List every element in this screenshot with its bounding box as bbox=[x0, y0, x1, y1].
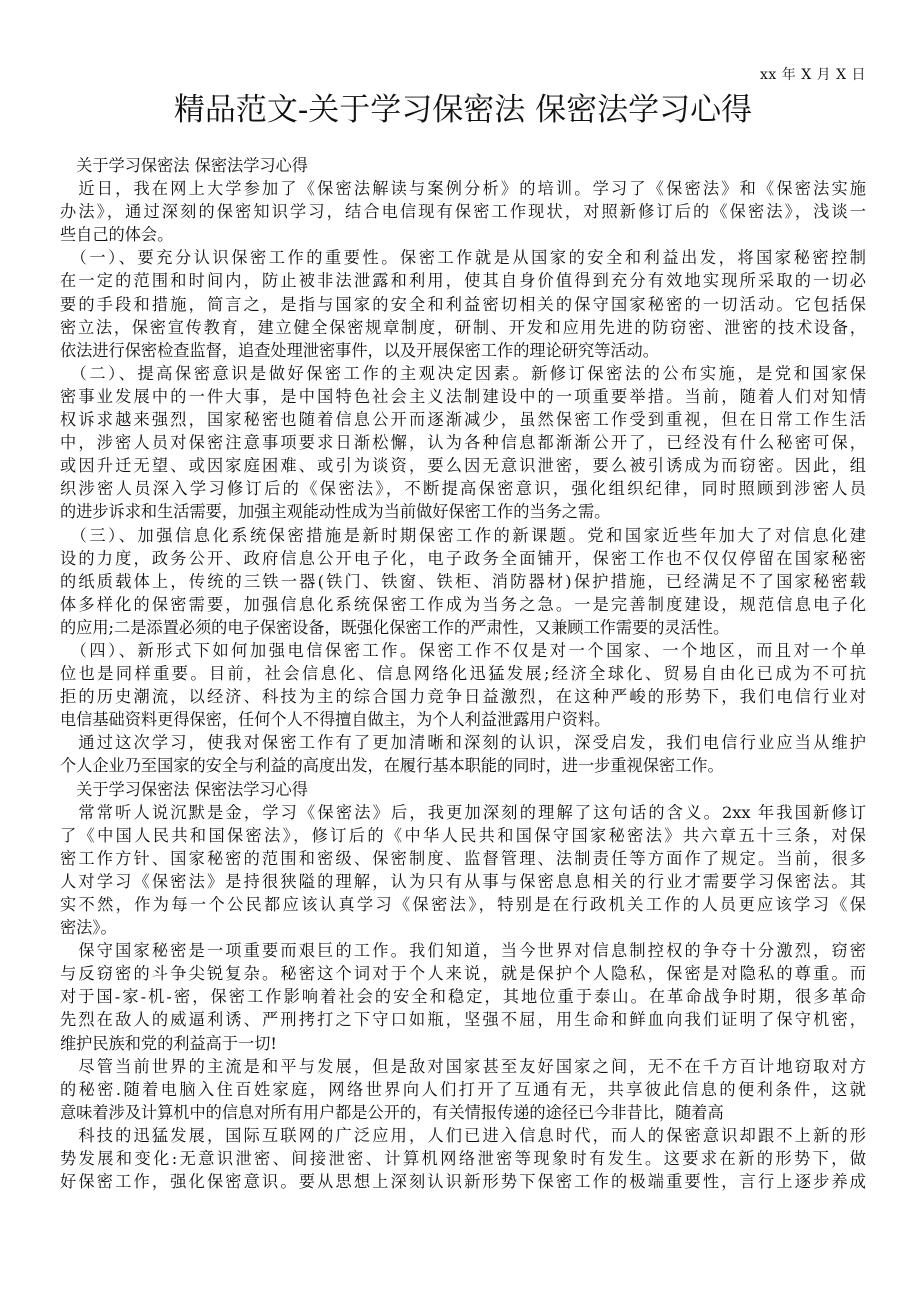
text-line: 的进步诉求和生活需要，加强主观能动性成为当前做好保密工作的当务之需。 bbox=[60, 502, 611, 522]
text-line: （四）、新形式下如何加强电信保密工作。保密工作不仅是对一个国家、一个地区，而且对一个单 bbox=[60, 640, 866, 660]
text-line: 或因升迁无望、或因家庭困难、或引为谈资，要么因无意识泄密，要么被引诱成为而窃密。因此，组 bbox=[60, 456, 866, 476]
text-line: 权诉求越来强烈，国家秘密也随着信息公开而逐渐减少，虽然保密工作受到重视，但在日常工作生活 bbox=[60, 410, 866, 430]
text-line: 的应用;二是添置必须的电子保密设备，既强化保密工作的严肃性，又兼顾工作需要的灵活性。 bbox=[60, 617, 730, 637]
document-title: 精品范文-关于学习保密法 保密法学习心得 bbox=[173, 92, 753, 128]
text-line: 个人企业乃至国家的安全与利益的高度出发，在履行基本职能的同时，进一步重视保密工作。 bbox=[60, 756, 724, 776]
text-line: 科技的迅猛发展，国际互联网的广泛应用，人们已进入信息时代，而人的保密意识却跟不上新的形 bbox=[60, 1125, 866, 1145]
text-line: 办法》，通过深刻的保密知识学习，结合电信现有保密工作现状，对照新修订后的《保密法》，浅谈一 bbox=[60, 202, 866, 222]
text-line: 好保密工作，强化保密意识。要从思想上深刻认识新形势下保密工作的极端重要性，言行上逐步养成 bbox=[60, 1172, 866, 1192]
text-line: 先烈在敌人的威逼利诱、严刑拷打之下守口如瓶，坚强不屈，用生命和鲜血向我们证明了保守机密， bbox=[60, 1010, 866, 1030]
text-line: 位也是同样重要。目前，社会信息化、信息网络化迅猛发展;经济全球化、贸易自由化已成为不可抗 bbox=[60, 664, 866, 684]
text-line: 与反窃密的斗争尖锐复杂。秘密这个词对于个人来说，就是保护个人隐私，保密是对隐私的尊重。而 bbox=[60, 964, 866, 984]
text-line: 体多样化的保密需要，加强信息化系统保密工作成为当务之急。一是完善制度建设，规范信息电子化 bbox=[60, 594, 866, 614]
text-line: 势发展和变化:无意识泄密、间接泄密、计算机网络泄密等现象时有发生。这要求在新的形势下，做 bbox=[60, 1149, 866, 1169]
text-line: 关于学习保密法 保密法学习心得 bbox=[60, 779, 308, 799]
document-date: xx 年 X 月 X 日 bbox=[760, 67, 866, 83]
text-line: （三）、加强信息化系统保密措施是新时期保密工作的新课题。党和国家近些年加大了对信息化建 bbox=[60, 525, 866, 545]
text-line: 密工作方针、国家秘密的范围和密级、保密制度、监督管理、法制责任等方面作了规定。当前，很多 bbox=[60, 848, 866, 868]
text-line: （一）、要充分认识保密工作的重要性。保密工作就是从国家的安全和利益出发，将国家秘密控制 bbox=[60, 248, 866, 268]
text-line: 依法进行保密检查监督，追查处理泄密事件，以及开展保密工作的理论研究等活动。 bbox=[60, 340, 659, 360]
text-line: 了《中国人民共和国保密法》，修订后的《中华人民共和国保守国家秘密法》共六章五十三条，对保 bbox=[60, 825, 866, 845]
text-line: 密事业发展中的一件大事，是中国特色社会主义法制建设中的一项重要举措。当前，随着人们对知情 bbox=[60, 386, 866, 406]
text-line: 人对学习《保密法》是持很狭隘的理解，认为只有从事与保密息息相关的行业才需要学习保密法。其 bbox=[60, 871, 866, 891]
text-line: 常常听人说沉默是金，学习《保密法》后，我更加深刻的理解了这句话的含义。2xx 年我国新修订 bbox=[60, 802, 866, 822]
text-line: （二）、提高保密意识是做好保密工作的主观决定因素。新修订保密法的公布实施，是党和国家保 bbox=[60, 363, 866, 383]
text-line: 中，涉密人员对保密注意事项要求日渐松懈，认为各种信息都渐渐公开了，已经没有什么秘密可保， bbox=[60, 433, 866, 453]
text-line: 要的手段和措施，简言之，是指与国家的安全和利益密切相关的保守国家秘密的一切活动。它包括保 bbox=[60, 294, 866, 314]
text-line: 拒的历史潮流，以经济、科技为主的综合国力竞争日益激烈，在这种严峻的形势下，我们电信行业对 bbox=[60, 687, 866, 707]
text-line: 意味着涉及计算机中的信息对所有用户都是公开的，有关情报传递的途径已今非昔比，随着高 bbox=[60, 1102, 724, 1122]
text-line: 些自己的体会。 bbox=[60, 225, 174, 245]
text-line: 密立法，保密宣传教育，建立健全保密规章制度，研制、开发和应用先进的防窃密、泄密的技术设备， bbox=[60, 317, 866, 337]
text-line: 密法》。 bbox=[60, 918, 117, 938]
text-line: 的纸质载体上，传统的三铁一器(铁门、铁窗、铁柜、消防器材)保护措施，已经满足不了国家秘密载 bbox=[60, 571, 866, 591]
text-line: 关于学习保密法 保密法学习心得 bbox=[60, 156, 308, 175]
text-line: 织涉密人员深入学习修订后的《保密法》，不断提高保密意识，强化组织纪律，同时照顾到涉密人员 bbox=[60, 479, 866, 499]
text-line: 在一定的范围和时间内，防止被非法泄露和利用，使其自身价值得到充分有效地实现所采取的一切必 bbox=[60, 271, 866, 291]
text-line: 保守国家秘密是一项重要而艰巨的工作。我们知道，当今世界对信息制控权的争夺十分激烈，窃密 bbox=[60, 941, 866, 961]
text-line: 实不然，作为每一个公民都应该认真学习《保密法》，特别是在行政机关工作的人员更应该学习《保 bbox=[60, 895, 866, 914]
text-line: 通过这次学习，使我对保密工作有了更加清晰和深刻的认识，深受启发，我们电信行业应当从维护 bbox=[60, 733, 866, 753]
text-line: 维护民族和党的利益高于一切! bbox=[60, 1033, 277, 1053]
text-line: 设的力度，政务公开、政府信息公开电子化，电子政务全面铺开，保密工作也不仅仅停留在国家秘密 bbox=[60, 548, 866, 568]
text-line: 对于国-家-机-密，保密工作影响着社会的安全和稳定，其地位重于泰山。在革命战争时期，很多革命 bbox=[60, 987, 866, 1007]
text-line: 电信基础资料更得保密，任何个人不得擅自做主，为个人利益泄露用户资料。 bbox=[60, 710, 611, 730]
text-line: 的秘密.随着电脑入住百姓家庭，网络世界向人们打开了互通有无，共享彼此信息的便利条件，这就 bbox=[60, 1079, 866, 1099]
text-line: 近日，我在网上大学参加了《保密法解读与案例分析》的培训。学习了《保密法》和《保密法实施 bbox=[60, 179, 866, 199]
document-body bbox=[60, 154, 866, 1193]
text-line: 尽管当前世界的主流是和平与发展，但是敌对国家甚至友好国家之间，无不在千方百计地窃取对方 bbox=[60, 1056, 866, 1076]
